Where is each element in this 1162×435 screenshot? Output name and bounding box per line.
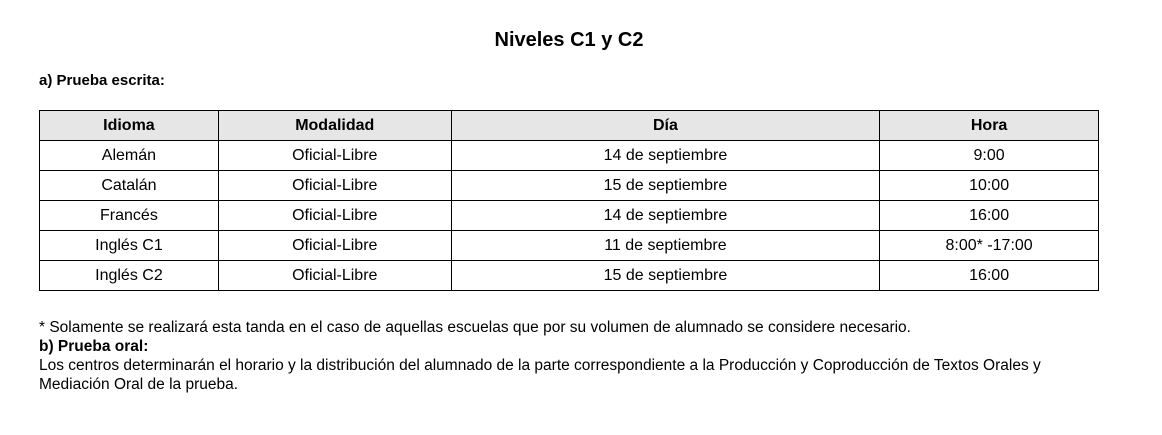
table-header-row [40,111,1099,141]
header-idioma: Idioma [40,111,219,141]
cell-hora: 10:00 [880,171,1099,201]
section-a-heading: a) Prueba escrita: [39,72,165,89]
header-hora: Hora [880,111,1099,141]
cell-idioma: Inglés C1 [40,231,219,261]
cell-dia: 14 de septiembre [451,201,880,231]
section-b-text: Los centros determinarán el horario y la distribución del alumnado de la parte correspondiente a la Producción y Coproducción de Textos Orales y Mediación Oral de la prueba. [39,357,1041,393]
cell-dia: 15 de septiembre [451,171,880,201]
cell-hora: 16:00 [880,201,1099,231]
cell-idioma: Inglés C2 [40,261,219,291]
table-row [40,231,1099,261]
table-row [40,141,1099,171]
cell-modalidad: Oficial-Libre [218,261,451,291]
cell-idioma: Alemán [40,141,219,171]
cell-modalidad: Oficial-Libre [218,171,451,201]
schedule-table [39,110,1099,291]
cell-modalidad: Oficial-Libre [218,201,451,231]
cell-hora: 9:00 [880,141,1099,171]
footer-notes [39,318,1099,394]
cell-modalidad: Oficial-Libre [218,141,451,171]
cell-idioma: Francés [40,201,219,231]
cell-idioma: Catalán [40,171,219,201]
cell-dia: 14 de septiembre [451,141,880,171]
cell-modalidad: Oficial-Libre [218,231,451,261]
header-modalidad: Modalidad [218,111,451,141]
section-b-heading: b) Prueba oral: [39,338,149,355]
table-row [40,201,1099,231]
page-title: Niveles C1 y C2 [494,29,644,51]
cell-hora: 8:00* -17:00 [880,231,1099,261]
header-dia: Día [451,111,880,141]
table-row [40,261,1099,291]
cell-hora: 16:00 [880,261,1099,291]
table-row [40,171,1099,201]
footnote: * Solamente se realizará esta tanda en el caso de aquellas escuelas que por su volumen de alumnado se considere necesario. [39,319,911,336]
cell-dia: 11 de septiembre [451,231,880,261]
cell-dia: 15 de septiembre [451,261,880,291]
